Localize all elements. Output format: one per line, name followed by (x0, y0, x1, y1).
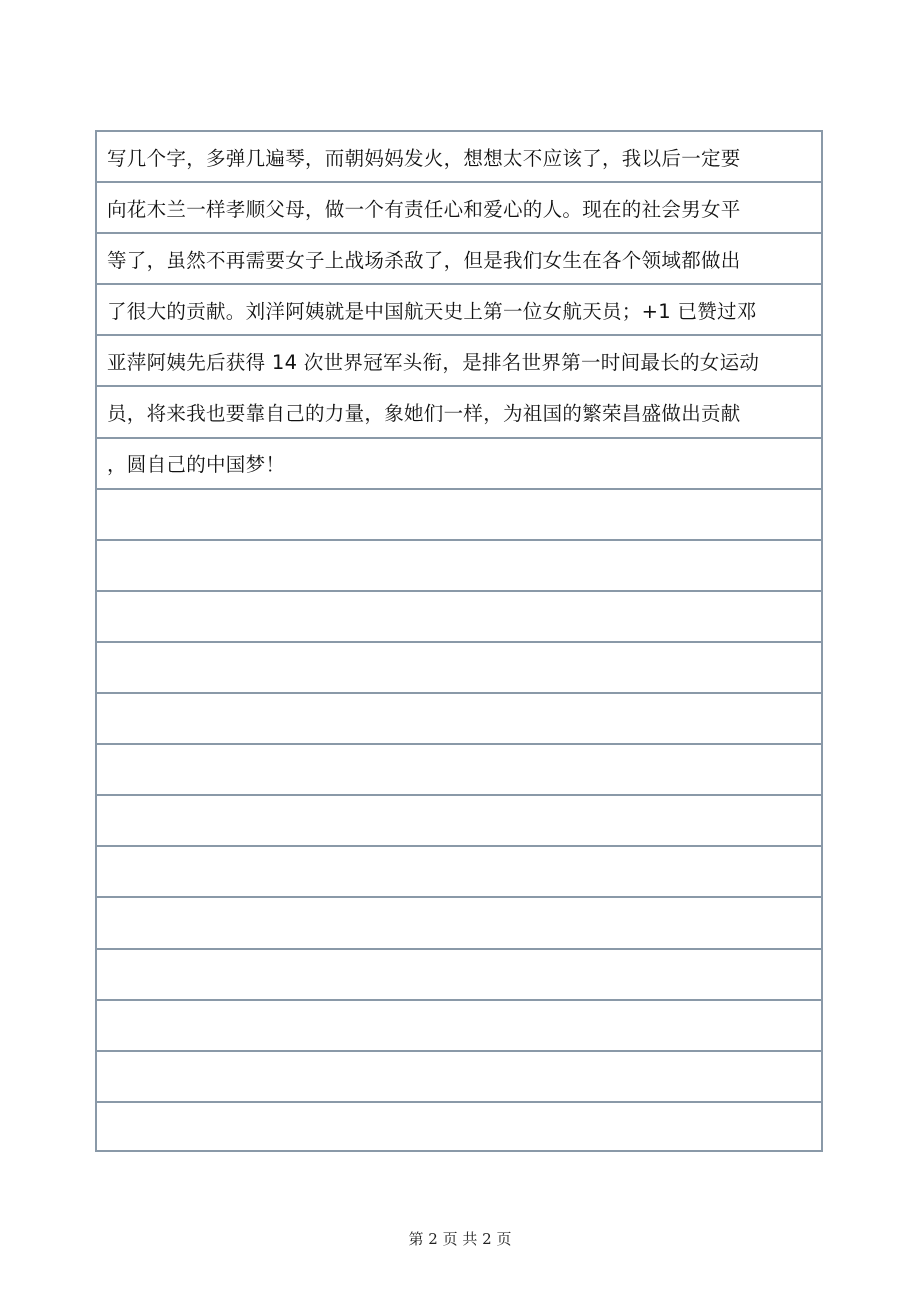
writing-line-8 (97, 490, 821, 541)
writing-line-7: ，圆自己的中国梦！ (97, 439, 821, 490)
writing-line-13 (97, 745, 821, 796)
writing-line-15 (97, 847, 821, 898)
writing-line-19 (97, 1052, 821, 1103)
writing-line-20 (97, 1103, 821, 1154)
writing-line-11 (97, 643, 821, 694)
writing-line-9 (97, 541, 821, 592)
writing-line-1: 写几个字，多弹几遍琴，而朝妈妈发火，想想太不应该了，我以后一定要 (97, 132, 821, 183)
writing-line-10 (97, 592, 821, 643)
writing-line-5: 亚萍阿姨先后获得 14 次世界冠军头衔，是排名世界第一时间最长的女运动 (97, 336, 821, 387)
writing-line-12 (97, 694, 821, 745)
writing-line-6: 员，将来我也要靠自己的力量，象她们一样，为祖国的繁荣昌盛做出贡献 (97, 387, 821, 438)
writing-line-16 (97, 898, 821, 949)
writing-line-3: 等了，虽然不再需要女子上战场杀敌了，但是我们女生在各个领域都做出 (97, 234, 821, 285)
lined-writing-sheet (95, 130, 823, 1152)
page-counter: 第 2 页 共 2 页 (408, 1230, 512, 1248)
writing-line-17 (97, 950, 821, 1001)
writing-line-4: 了很大的贡献。刘洋阿姨就是中国航天史上第一位女航天员；+1 已赞过邓 (97, 285, 821, 336)
writing-line-2: 向花木兰一样孝顺父母，做一个有责任心和爱心的人。现在的社会男女平 (97, 183, 821, 234)
writing-line-18 (97, 1001, 821, 1052)
writing-line-14 (97, 796, 821, 847)
